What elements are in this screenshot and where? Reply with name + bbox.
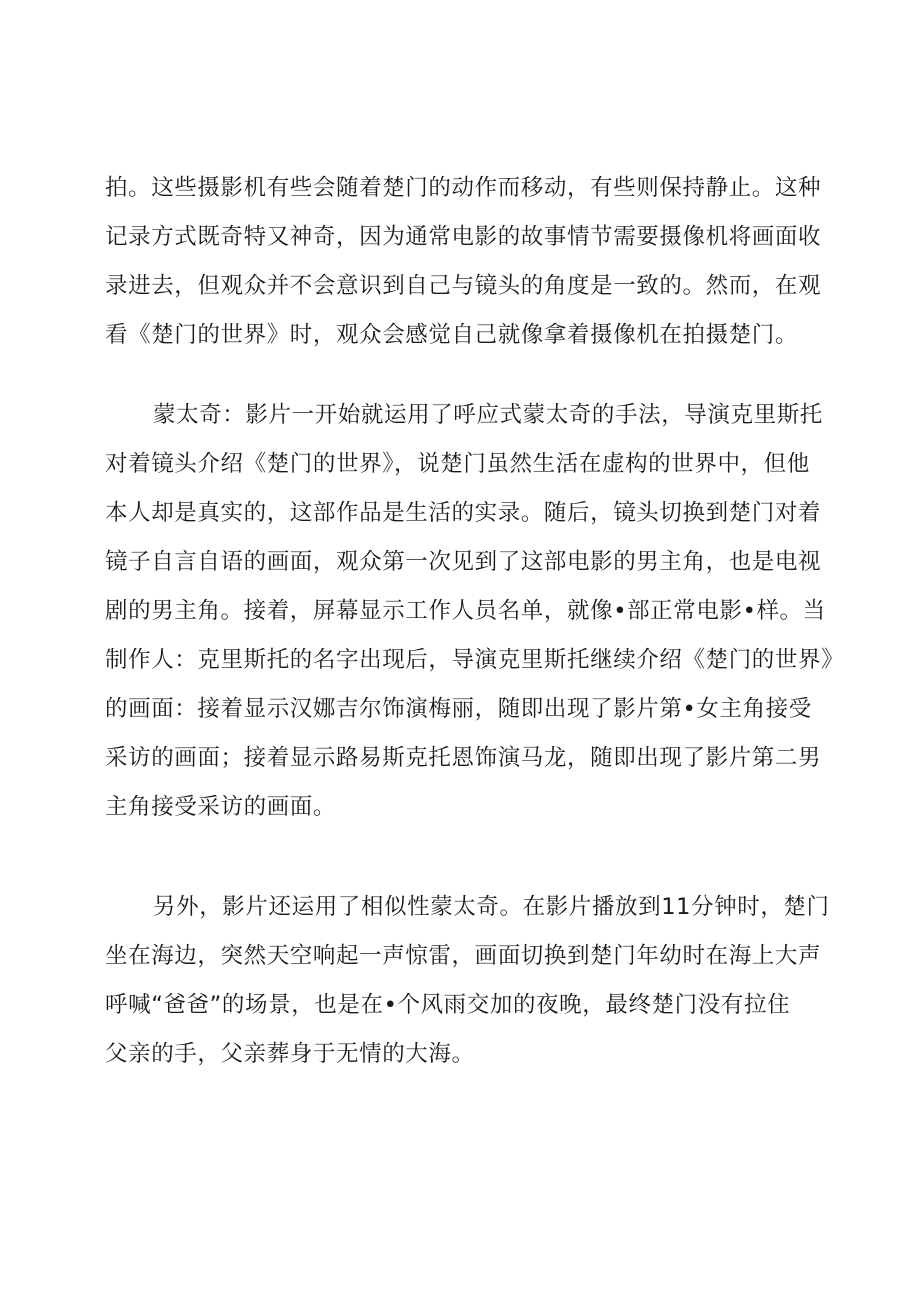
paragraph-similarity-montage <box>105 883 830 1079</box>
text-line: 录进去，但观众并不会意识到自己与镜头的角度是一致的。然而，在观 <box>105 273 822 299</box>
text-line: 看《楚门的世界》时，观众会感觉自己就像拿着摄像机在拍摄楚门。 <box>105 322 799 348</box>
text-line: 呼喊“爸爸”的场景，也是在•个风雨交加的夜晚，最终楚门没有拉住 <box>105 992 791 1018</box>
text-line: 的画面：接着显示汉娜吉尔饰演梅丽，随即出现了影片第•女主角接受 <box>105 696 812 722</box>
text-line: 蒙太奇：影片一开始就运用了呼应式蒙太奇的手法，导演克里斯托 <box>153 402 823 428</box>
text-line: 制作人：克里斯托的名字出现后，导演克里斯托继续介绍《楚门的世界》 <box>105 647 845 673</box>
text-line: 主角接受采访的画面。 <box>105 794 337 820</box>
paragraph-camera-perspective <box>105 164 821 360</box>
paragraph-montage <box>105 391 845 832</box>
text-line: 对着镜头介绍《楚门的世界》，说楚门虽然生活在虚构的世界中，但他 <box>105 451 810 477</box>
text-line: 拍。这些摄影机有些会随着楚门的动作而移动，有些则保持静止。这种 <box>105 175 822 201</box>
text-line: 采访的画面；接着显示路易斯克托恩饰演马龙，随即出现了影片第二男 <box>105 745 822 771</box>
text-line: 父亲的手，父亲葬身于无情的大海。 <box>105 1041 475 1067</box>
text-line: 剧的男主角。接着，屏幕显示工作人员名单，就像•部正常电影•样。当 <box>105 598 826 624</box>
text-line: 本人却是真实的，这部作品是生活的实录。随后，镜头切换到楚门对着 <box>105 500 822 526</box>
text-line: 记录方式既奇特又神奇，因为通常电影的故事情节需要摄像机将画面收 <box>105 224 822 250</box>
text-line: 镜子自言自语的画面，观众第一次见到了这部电影的男主角，也是电视 <box>105 549 822 575</box>
text-line: 坐在海边，突然天空响起一声惊雷，画面切换到楚门年幼时在海上大声 <box>105 943 822 969</box>
text-line: 另外，影片还运用了相似性蒙太奇。在影片播放到11分钟时，楚门 <box>153 894 830 920</box>
